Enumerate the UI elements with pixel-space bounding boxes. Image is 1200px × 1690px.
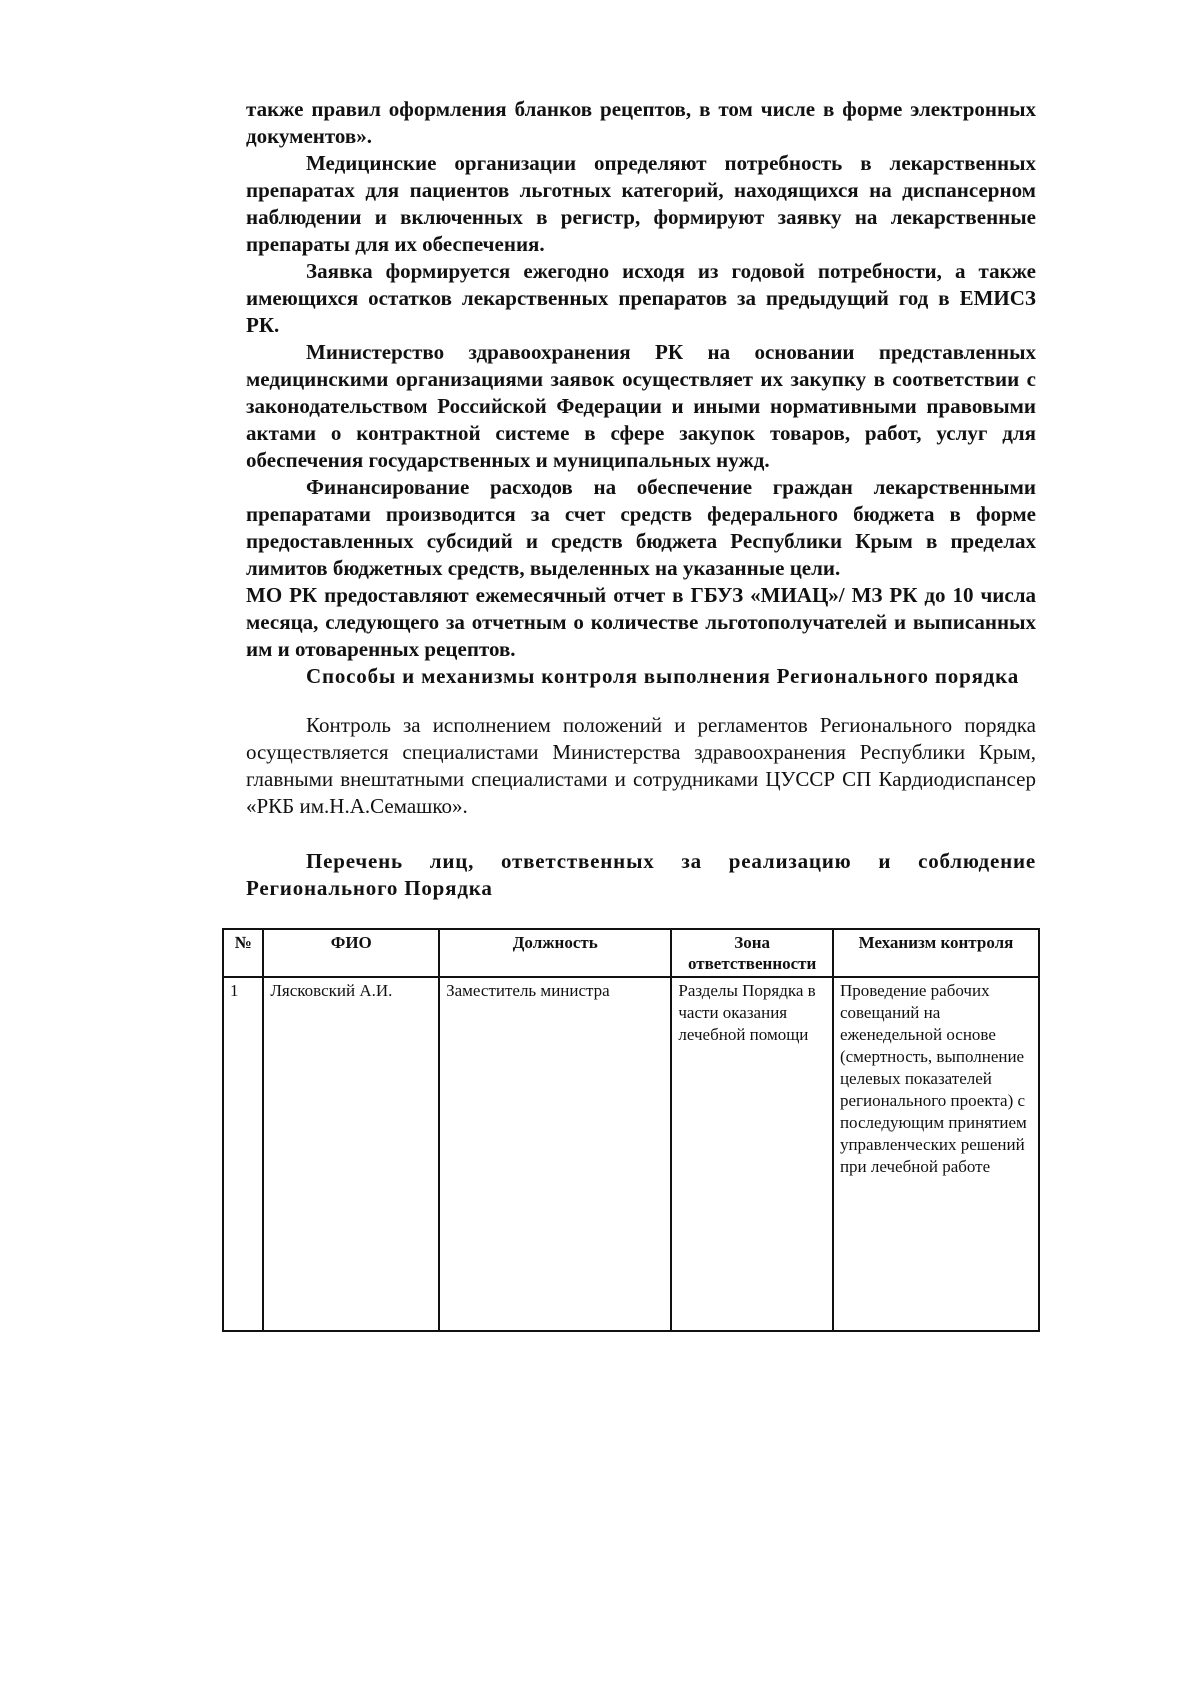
- cell-number: 1: [223, 977, 263, 1331]
- paragraph-financing: Финансирование расходов на обеспечение граждан лекарственными препаратами производится за счет средств федерального бюджета в форме предоставленных субсидий и средств бюджета Республики Крым в пределах лимитов бюджетных средств, выделенных на указанные цели.: [246, 475, 1036, 580]
- responsibility-table: [222, 928, 1040, 1332]
- cell-mechanism: Проведение рабочих совещаний на еженедельной основе (смертность, выполнение целевых показателей регионального проекта) с последующим принятием управленческих решений при лечебной работе: [833, 977, 1039, 1331]
- header-number: №: [223, 929, 263, 977]
- cell-fio: Лясковский А.И.: [263, 977, 439, 1331]
- table-header-row: [223, 929, 1039, 977]
- control-paragraph: Контроль за исполнением положений и регламентов Регионального порядка осуществляется специалистами Министерства здравоохранения Республики Крым, главными внештатными специалистами и сотрудниками ЦУССР СП Кардиодиспансер «РКБ им.Н.А.Семашко».: [246, 713, 1036, 818]
- list-heading: Перечень лиц, ответственных за реализацию и соблюдение Регионального Порядка: [246, 849, 1036, 900]
- cell-position: Заместитель министра: [439, 977, 671, 1331]
- control-heading: Способы и механизмы контроля выполнения Регионального порядка: [306, 664, 1020, 688]
- header-mechanism: Механизм контроля: [833, 929, 1039, 977]
- cell-zone: Разделы Порядка в части оказания лечебной помощи: [671, 977, 833, 1331]
- header-fio: ФИО: [263, 929, 439, 977]
- table-row: [223, 977, 1039, 1331]
- paragraph-monthly-report: МО РК предоставляют ежемесячный отчет в ГБУЗ «МИАЦ»/ МЗ РК до 10 числа месяца, следующего за отчетным о количестве льготополучателей и выписанных им и отоваренных рецептов.: [246, 583, 1036, 661]
- paragraph-procurement: Министерство здравоохранения РК на основании представленных медицинскими организациями заявок осуществляет их закупку в соответствии с законодательством Российской Федерации и иными нормативными правовыми актами о контрактной системе в сфере закупок товаров, работ, услуг для обеспечения государственных и муниципальных нужд.: [246, 340, 1036, 472]
- header-position: Должность: [439, 929, 671, 977]
- paragraph-needs-assessment: Медицинские организации определяют потребность в лекарственных препаратах для пациентов льготных категорий, находящихся на диспансерном наблюдении и включенных в регистр, формируют заявку на лекарственные препараты для их обеспечения.: [246, 151, 1036, 256]
- header-zone: Зона ответственности: [671, 929, 833, 977]
- paragraph-prescriptions: также правил оформления бланков рецептов, в том числе в форме электронных документов».: [246, 97, 1036, 148]
- paragraph-annual-request: Заявка формируется ежегодно исходя из годовой потребности, а также имеющихся остатков лекарственных препаратов за предыдущий год в ЕМИСЗ РК.: [246, 259, 1036, 337]
- document-body: [246, 96, 1036, 902]
